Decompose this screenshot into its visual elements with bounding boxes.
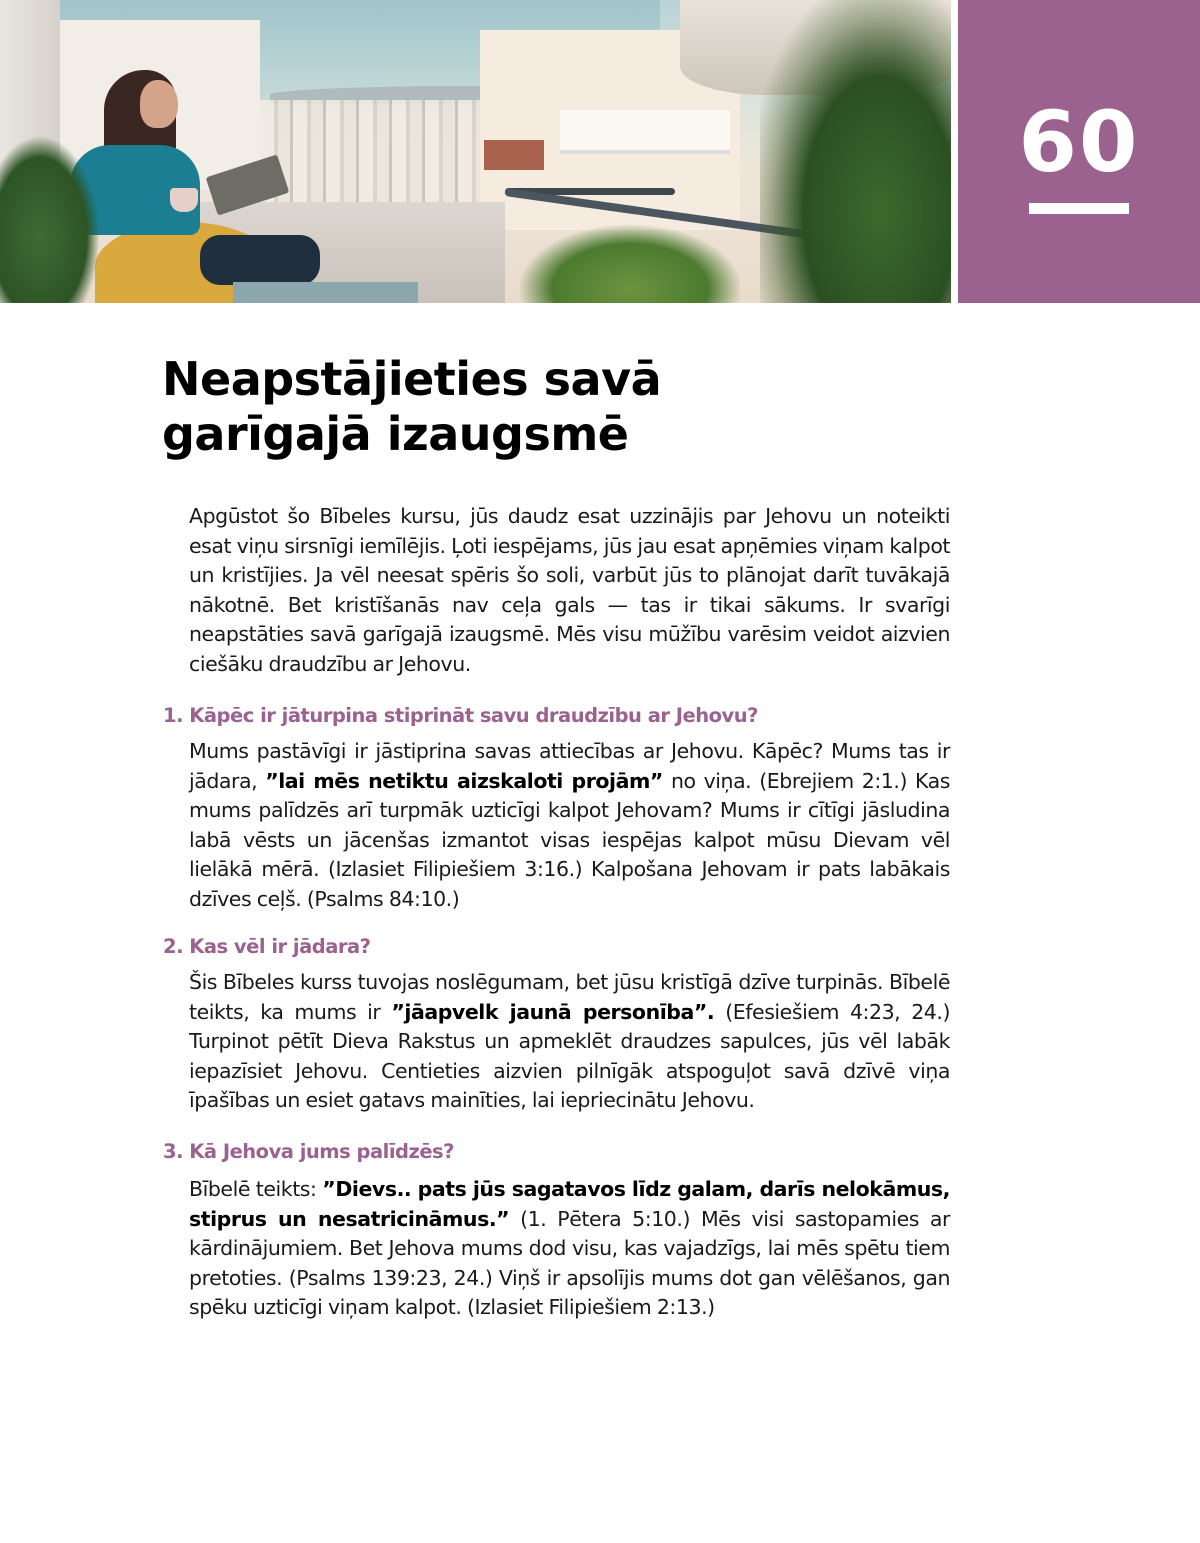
photo-plant (0, 135, 100, 303)
paragraph-text: (1. Pētera 5:10.) Mēs visi sastopamies ar kārdinājumiem. Bet Jehova mums dod visu, kas vajadzīgs, lai mēs spētu tiem pretoties. (Psalms 139:23, 24.) Viņš ir apsolījis mums dot gan vēlēšanos, gan spēku uzticīgi viņam kalpot. (Izlasiet Filipiešiem 2:13.) (189, 1206, 950, 1320)
photo-person-legs (200, 235, 320, 285)
photo-plant (760, 0, 951, 303)
bible-quote: ”lai mēs netiktu aizskaloti projām” (265, 768, 663, 793)
paragraph-text: Šis Bībeles kurss tuvojas noslēgumam, bet jūsu kristīgā dzīve turpinās. Bībelē teikts, ka mums ir (189, 970, 950, 1024)
bible-quote: ”jāapvelk jaunā personība”. (391, 999, 715, 1024)
photo-balcony-rail (560, 110, 730, 154)
intro-paragraph: Apgūstot šo Bībeles kursu, jūs daudz esat uzzinājis par Jehovu un noteikti esat viņu sirsnīgi iemīlējis. Ļoti iespējams, jūs jau esat apņēmies viņam kalpot un kristījies. Ja vēl neesat spēris šo soli, varbūt jūs to plānojat darīt tuvākajā nākotnē. Bet kristīšanās nav ceļa gals — tas ir tikai sākums. Ir svarīgi neapstāties savā garīgajā izaugsmē. Mēs visu mūžību varēsim veidot aizvien ciešāku draudzību ar Jehovu. (189, 504, 950, 676)
paragraph-text: no viņa. (Ebrejiem 2:1.) Kas mums palīdzēs arī turpmāk uzticīgi kalpot Jehovam? Mums ir cītīgi jāsludina labā vēsts un jācenšas izmantot visas iespējas kalpot mūsu Dievam vēl lielākā mērā. (Izlasiet Filipiešiem 3:16.) Kalpošana Jehovam ir pats labākais dzīves ceļš. (Psalms 84:10.) (189, 768, 950, 911)
photo-roof (484, 140, 544, 170)
bible-quote: ”Dievs.. pats jūs sagatavos līdz galam, darīs nelokāmus, stiprus un nesatricināmus.” (189, 1177, 950, 1231)
section-question: 3. Kā Jehova jums palīdzēs? (163, 1140, 454, 1163)
lesson-number-underline (1029, 203, 1129, 214)
header-photo (0, 0, 951, 303)
photo-person-face (140, 80, 178, 128)
paragraph-text: Bībelē teikts: (189, 1177, 323, 1201)
lesson-number-panel (958, 0, 1200, 303)
section-paragraph (189, 737, 950, 915)
section-paragraph (189, 1175, 950, 1323)
photo-cup (170, 188, 198, 212)
paragraph-text: (Efesiešiem 4:23, 24.) Turpinot pētīt Dieva Rakstus un apmeklēt draudzes sapulces, jūs vēl labāk iepazīsiet Jehovu. Centieties aizvien pilnīgāk atspoguļot savā dzīvē viņa īpašības un esiet gatavs mainīties, lai iepriecinātu Jehovu. (189, 999, 951, 1113)
lesson-number: 60 (1018, 93, 1140, 191)
section-question: 2. Kas vēl ir jādara? (163, 935, 371, 958)
section-question: 1. Kāpēc ir jāturpina stiprināt savu draudzību ar Jehovu? (163, 704, 758, 727)
photo-plant (520, 225, 740, 303)
paragraph-text: Mums pastāvīgi ir jāstiprina savas attiecības ar Jehovu. Kāpēc? Mums tas ir jādara, (189, 739, 950, 793)
page-title: Neapstājieties savā garīgajā izaugsmē (162, 352, 662, 461)
photo-table (233, 282, 418, 303)
section-paragraph (189, 968, 950, 1116)
